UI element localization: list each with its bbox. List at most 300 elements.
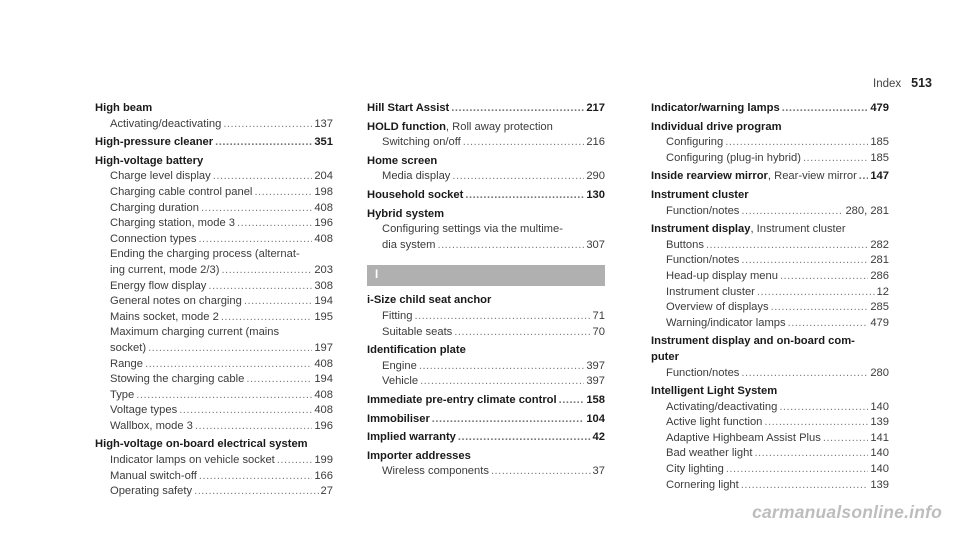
index-heading (367, 207, 605, 223)
index-subentry-label (382, 135, 461, 151)
index-subentry (95, 469, 333, 485)
index-subentry (651, 135, 889, 151)
page-reference: 27 (320, 485, 333, 498)
index-subentry-label (110, 169, 211, 185)
index-subentry-label (382, 464, 489, 480)
index-subentry-text: Maximum charging current (mains (110, 326, 280, 339)
index-term: Range (110, 357, 143, 370)
index-entry (367, 188, 605, 204)
index-subentry (367, 325, 605, 341)
dot-leader (195, 419, 312, 435)
index-subentry (367, 464, 605, 480)
index-entry (367, 412, 605, 428)
index-heading-text: Importer addresses (367, 449, 471, 462)
page-reference: 307 (586, 238, 605, 251)
dot-leader (741, 204, 843, 220)
index-heading (651, 350, 889, 366)
index-subentry-label (110, 263, 219, 279)
index-heading (651, 334, 889, 350)
index-heading (367, 343, 605, 359)
index-term: Type (110, 388, 135, 401)
page-reference: 196 (314, 419, 333, 432)
index-subentry-label (110, 216, 235, 232)
page-number: 513 (911, 76, 932, 90)
index-subentry (95, 388, 333, 404)
index-term: Overview of displays (666, 301, 769, 314)
index-heading-text: Instrument display (651, 223, 751, 236)
dot-leader (465, 188, 584, 204)
index-entry (367, 393, 605, 409)
dot-leader (788, 316, 869, 332)
index-entry (367, 207, 605, 254)
index-heading-text: High-voltage on-board electrical system (95, 438, 308, 451)
index-heading (367, 188, 605, 204)
section-word: Index (873, 78, 902, 90)
index-column-2 (367, 101, 605, 483)
index-subentry-label (666, 135, 723, 151)
index-entry (95, 101, 333, 132)
index-term: Activating/deactivating (666, 400, 778, 413)
index-subentry-text: Ending the charging process (alternat- (110, 248, 300, 261)
index-term: Instrument cluster (666, 285, 755, 298)
page-reference: 408 (314, 201, 333, 214)
dot-leader (803, 151, 868, 167)
index-term: Configuring (plug-in hybrid) (666, 151, 801, 164)
index-subentry-label (666, 415, 762, 431)
index-subentry (651, 415, 889, 431)
index-cross-reference: , Rear-view mirror (767, 170, 857, 183)
page-reference: 140 (870, 400, 889, 413)
page-reference: 217 (586, 102, 605, 114)
index-term: Cornering light (666, 478, 739, 491)
index-term: Energy flow display (110, 279, 207, 292)
index-entry (651, 384, 889, 493)
dot-leader (491, 464, 591, 480)
index-subentry-label (666, 151, 801, 167)
index-subentry-label (666, 462, 724, 478)
index-subentry (95, 403, 333, 419)
index-heading-text (367, 188, 463, 204)
index-term: Charging cable control panel (110, 185, 253, 198)
index-subentry-label (110, 294, 242, 310)
page-reference: 285 (870, 301, 889, 314)
index-heading (367, 393, 605, 409)
index-term: socket) (110, 341, 147, 354)
index-subentry (651, 285, 889, 301)
index-subentry-label (382, 325, 452, 341)
page-reference: 286 (870, 269, 889, 282)
page-reference: 139 (870, 478, 889, 491)
dot-leader (221, 310, 313, 326)
index-term: Active light function (666, 416, 763, 429)
index-subentry (651, 478, 889, 494)
index-term: ing current, mode 2/3) (110, 263, 220, 276)
index-term: Vehicle (382, 375, 419, 388)
dot-leader (437, 238, 584, 254)
page-reference: 196 (314, 217, 333, 230)
index-term: Bad weather light (666, 447, 753, 460)
index-heading (95, 135, 333, 151)
index-heading-text: HOLD function (367, 120, 446, 133)
dot-leader (419, 359, 584, 375)
index-term: Household socket (367, 188, 464, 201)
page-reference: 479 (870, 316, 889, 329)
page-reference: 281 (870, 254, 889, 267)
page-reference: 104 (586, 412, 605, 425)
index-subentry-label (110, 484, 192, 500)
index-subentry-label (666, 400, 777, 416)
dot-leader (823, 431, 868, 447)
index-subentry (95, 357, 333, 373)
index-term: Voltage types (110, 404, 178, 417)
index-subentry-label (382, 169, 450, 185)
index-heading (651, 169, 889, 185)
index-heading (651, 101, 889, 117)
dot-leader (706, 238, 868, 254)
dot-leader (452, 169, 584, 185)
dot-leader (148, 341, 312, 357)
index-subentry (651, 446, 889, 462)
index-subentry (651, 316, 889, 332)
index-subentry-label (110, 419, 193, 435)
index-heading (95, 154, 333, 170)
dot-leader (213, 169, 313, 185)
dot-leader (223, 117, 312, 133)
index-entry (367, 449, 605, 480)
page-reference: 408 (314, 404, 333, 417)
index-heading-text: Home screen (367, 154, 438, 167)
index-subentry-label (666, 446, 752, 462)
index-heading (651, 222, 889, 238)
index-term: Buttons (666, 238, 704, 251)
index-entry (651, 169, 889, 185)
page-reference: 12 (876, 285, 889, 298)
page-reference: 280 (870, 366, 889, 379)
dot-leader (246, 372, 312, 388)
index-term: Warning/indicator lamps (666, 316, 786, 329)
index-subentry (95, 372, 333, 388)
dot-leader (136, 388, 312, 404)
index-heading-text: High beam (95, 102, 153, 114)
page-reference: 397 (586, 375, 605, 388)
index-term: dia system (382, 238, 436, 251)
index-heading-text: Intelligent Light System (651, 385, 778, 398)
dot-leader (414, 309, 590, 325)
index-subentry (95, 294, 333, 310)
index-subentry (651, 300, 889, 316)
index-term: General notes on charging (110, 295, 242, 308)
index-subentry (651, 269, 889, 285)
index-subentry (95, 453, 333, 469)
index-term: Connection types (110, 232, 197, 245)
index-entry (367, 101, 605, 117)
index-term: Function/notes (666, 254, 740, 267)
index-heading-text (367, 101, 449, 117)
index-heading-text: High-voltage battery (95, 154, 204, 167)
page-reference: 194 (314, 373, 333, 386)
index-term: City lighting (666, 463, 724, 476)
index-subentry-label (110, 453, 275, 469)
index-term: Operating safety (110, 485, 193, 498)
index-heading-text (367, 412, 430, 428)
index-heading-text: i-Size child seat anchor (367, 294, 492, 307)
page-reference: 158 (586, 393, 605, 406)
index-entry (651, 188, 889, 219)
index-subentry (95, 117, 333, 133)
dot-leader (451, 101, 584, 117)
index-term: Indicator/warning lamps (651, 102, 780, 114)
index-subentry (651, 238, 889, 254)
dot-leader (221, 263, 312, 279)
index-entry (651, 334, 889, 381)
index-heading-text: Individual drive program (651, 120, 782, 133)
index-subentry-label (666, 204, 739, 220)
index-column-1 (95, 101, 333, 503)
index-heading-text (95, 135, 213, 151)
index-heading (367, 120, 605, 136)
index-subentry (95, 310, 333, 326)
index-subentry-label (110, 403, 177, 419)
dot-leader (779, 400, 868, 416)
page-reference: 204 (314, 170, 333, 183)
index-entry (95, 154, 333, 435)
dot-leader (458, 430, 591, 446)
index-subentry-label (382, 359, 417, 375)
dot-leader (199, 469, 312, 485)
index-subentry-label (666, 478, 739, 494)
index-heading (651, 120, 889, 136)
index-term: Implied warranty (367, 431, 456, 444)
dot-leader (420, 374, 584, 390)
index-heading-text (367, 430, 456, 446)
page-reference: 140 (870, 447, 889, 460)
index-subentry (651, 366, 889, 382)
index-subentry-label (110, 372, 244, 388)
index-subentry-label (666, 285, 755, 301)
index-subentry (95, 419, 333, 435)
page-reference: 198 (314, 185, 333, 198)
index-heading (367, 101, 605, 117)
index-subentry-label (666, 366, 739, 382)
index-subentry-label (666, 300, 769, 316)
page-reference: 185 (870, 136, 889, 149)
dot-leader (432, 412, 585, 428)
index-term: Wallbox, mode 3 (110, 419, 193, 432)
dot-leader (741, 478, 869, 494)
index-heading (95, 101, 333, 117)
watermark-logo: carmanualsonline.info (752, 502, 942, 522)
index-term: Configuring (666, 136, 724, 149)
index-subentry-label (666, 316, 786, 332)
dot-leader (454, 325, 590, 341)
index-heading-text: puter (651, 350, 679, 363)
page-reference: 194 (314, 295, 333, 308)
page-reference: 37 (592, 465, 605, 478)
index-subentry-label (110, 117, 221, 133)
index-heading-text (367, 393, 557, 409)
dot-leader (237, 216, 312, 232)
index-subentry-label (110, 469, 197, 485)
index-term: Head-up display menu (666, 269, 778, 282)
page-reference: 147 (870, 170, 889, 183)
page-reference: 195 (314, 310, 333, 323)
index-subentry (651, 462, 889, 478)
index-subentry-label (110, 185, 252, 201)
index-subentry (367, 374, 605, 390)
dot-leader (215, 135, 312, 151)
dot-leader (782, 101, 869, 117)
index-subentry-label (110, 310, 219, 326)
index-term: Hill Start Assist (367, 102, 450, 114)
index-heading (367, 412, 605, 428)
index-heading-text (651, 101, 780, 117)
index-subentry (95, 263, 333, 279)
index-subentry (367, 359, 605, 375)
index-term: Mains socket, mode 2 (110, 310, 219, 323)
index-entry (651, 120, 889, 167)
index-subentry-label (382, 238, 435, 254)
page-reference: 397 (586, 359, 605, 372)
index-term: Engine (382, 359, 417, 372)
page-reference: 70 (592, 325, 605, 338)
dot-leader (726, 462, 869, 478)
index-entry (367, 343, 605, 390)
dot-leader (201, 201, 312, 217)
index-subentry (651, 400, 889, 416)
index-term: Adaptive Highbeam Assist Plus (666, 431, 821, 444)
index-subentry (367, 135, 605, 151)
page-reference: 280, 281 (845, 204, 889, 217)
index-subentry-label (110, 388, 134, 404)
page-reference: 137 (314, 117, 333, 130)
index-subentry (95, 484, 333, 500)
index-term: Media display (382, 170, 451, 183)
index-entry (367, 293, 605, 340)
dot-leader (208, 279, 312, 295)
index-subentry (367, 238, 605, 254)
dot-leader (463, 135, 585, 151)
index-term: Fitting (382, 309, 413, 322)
page-reference: 166 (314, 469, 333, 482)
index-subentry-label (666, 269, 778, 285)
index-term: Switching on/off (382, 136, 461, 149)
page-reference: 351 (314, 136, 333, 149)
page-reference: 282 (870, 238, 889, 251)
index-entry (367, 430, 605, 446)
index-term: Manual switch-off (110, 469, 197, 482)
index-subentry (651, 151, 889, 167)
index-subentry-label (110, 201, 199, 217)
index-heading-text: Hybrid system (367, 207, 445, 220)
dot-leader (725, 135, 868, 151)
index-cross-reference: , Instrument cluster (750, 223, 846, 236)
index-heading (367, 154, 605, 170)
index-heading (367, 430, 605, 446)
index-subentry-text: Configuring settings via the multime- (382, 223, 563, 236)
page-reference: 199 (314, 454, 333, 467)
index-entry (367, 154, 605, 185)
page-header (873, 76, 932, 90)
page-reference: 139 (870, 416, 889, 429)
index-entry (367, 120, 605, 151)
page-reference: 185 (870, 151, 889, 164)
index-term: Function/notes (666, 366, 740, 379)
page-reference: 130 (586, 188, 605, 201)
index-subentry-label (110, 232, 196, 248)
page-reference: 197 (314, 341, 333, 354)
index-heading (651, 384, 889, 400)
index-entry (651, 222, 889, 331)
dot-leader (741, 366, 868, 382)
index-subentry (95, 216, 333, 232)
dot-leader (198, 232, 312, 248)
index-term: High-pressure cleaner (95, 136, 214, 149)
page-reference: 203 (314, 263, 333, 276)
index-subentry (367, 169, 605, 185)
index-term: Stowing the charging cable (110, 373, 245, 386)
index-term: Wireless components (382, 465, 489, 478)
index-entry (95, 437, 333, 499)
index-subentry (95, 232, 333, 248)
index-heading-text: Identification plate (367, 344, 466, 357)
page-reference: 408 (314, 357, 333, 370)
dot-leader (771, 300, 869, 316)
index-heading (95, 437, 333, 453)
index-term: Charging duration (110, 201, 199, 214)
page-reference: 42 (592, 431, 605, 444)
index-term: Suitable seats (382, 325, 453, 338)
index-term: Indicator lamps on vehicle socket (110, 454, 275, 467)
page-reference: 408 (314, 388, 333, 401)
dot-leader (254, 185, 312, 201)
page-reference: 141 (870, 431, 889, 444)
index-term: Immobiliser (367, 412, 430, 425)
dot-leader (194, 484, 318, 500)
index-heading-text (651, 169, 857, 185)
index-term: Immediate pre-entry climate control (367, 393, 557, 406)
index-subentry-label (666, 431, 821, 447)
dot-leader (754, 446, 868, 462)
index-subentry (651, 204, 889, 220)
index-subentry-label (666, 238, 704, 254)
dot-leader (179, 403, 312, 419)
index-subentry (95, 185, 333, 201)
index-subentry-label (666, 253, 739, 269)
index-subentry (95, 279, 333, 295)
page-reference: 308 (314, 279, 333, 292)
index-term: Charge level display (110, 170, 211, 183)
index-term: Inside rearview mirror (651, 170, 768, 183)
dot-leader (741, 253, 868, 269)
dot-leader (780, 269, 868, 285)
index-entry (95, 135, 333, 151)
dot-leader (244, 294, 312, 310)
index-column-3 (651, 101, 889, 496)
letter-heading: I (367, 265, 605, 286)
index-subentry-label (110, 279, 206, 295)
index-subentry (367, 309, 605, 325)
index-entry (651, 101, 889, 117)
index-subentry (95, 201, 333, 217)
index-term: Function/notes (666, 204, 740, 217)
index-subentry-label (110, 341, 146, 357)
index-heading (651, 188, 889, 204)
dot-leader (764, 415, 868, 431)
index-term: Charging station, mode 3 (110, 217, 236, 230)
dot-leader (859, 169, 869, 185)
index-subentry-label (382, 309, 412, 325)
page-reference: 408 (314, 232, 333, 245)
